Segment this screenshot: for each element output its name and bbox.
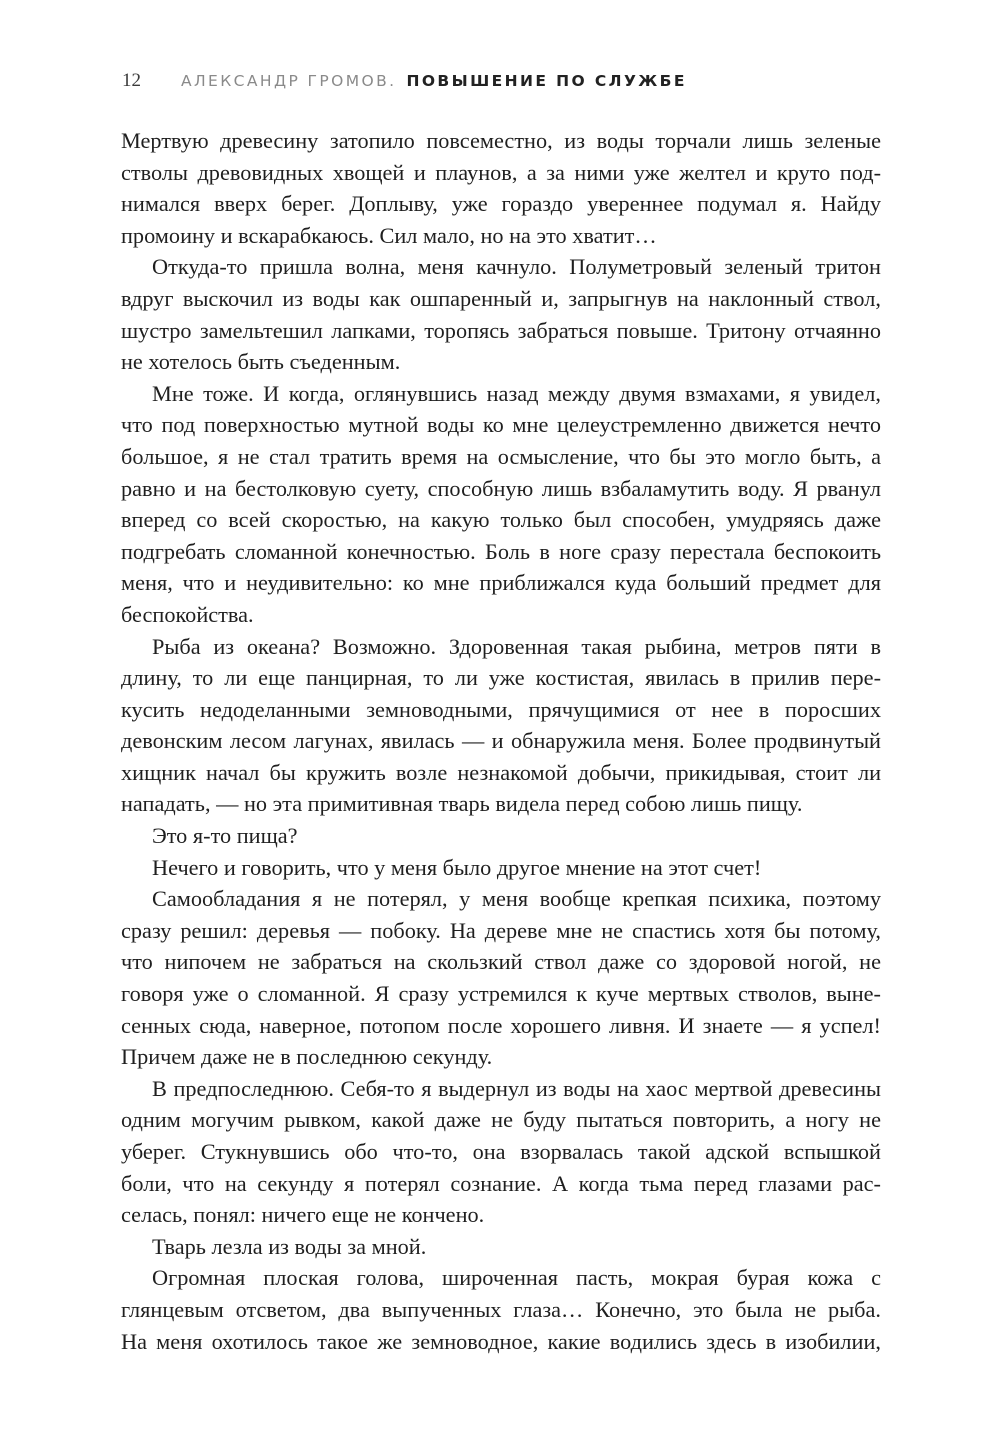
- running-header: [122, 70, 882, 100]
- text-line: не хотелось быть съеденным.: [121, 349, 401, 375]
- text-line: боли, что на секунду я потерял сознание. А когда тьма перед глазами рас-: [121, 1170, 881, 1196]
- text-line: промоину и вскарабкаюсь. Сил мало, но на это хватит…: [121, 222, 657, 248]
- text-line: Рыба из океана? Возможно. Здоровенная такая рыбина, метров пяти в: [152, 633, 881, 659]
- text-line: девонским лесом лагунах, явилась — и обнаружила меня. Более продвинутый: [121, 728, 881, 754]
- text-line: Мне тоже. И когда, оглянувшись назад между двумя взмахами, я увидел,: [152, 380, 881, 406]
- text-line: меня, что и неудивительно: ко мне приближался куда больший предмет для: [121, 570, 881, 596]
- text-line: нападать, — но эта примитивная тварь видела перед собою лишь пищу.: [121, 791, 803, 817]
- text-line: глянцевым отсветом, два выпученных глаза… Конечно, это была не рыба.: [121, 1296, 881, 1322]
- text-line: Нечего и говорить, что у меня было другое мнение на этот счет!: [152, 854, 762, 880]
- text-line: Мертвую древесину затопило повсеместно, из воды торчали лишь зеленые: [121, 128, 881, 153]
- text-line: Это я-то пища?: [152, 823, 298, 849]
- author-name: АЛЕКСАНДР ГРОМОВ.: [181, 72, 397, 90]
- text-line: говоря уже о сломанной. Я сразу устремился к куче мертвых стволов, выне-: [121, 981, 881, 1007]
- text-line: что нипочем не забраться на скользкий ствол даже со здоровой ногой, не: [121, 949, 881, 975]
- text-line: Причем даже не в последнюю секунду.: [121, 1044, 493, 1070]
- text-line: уберег. Стукнувшись обо что-то, она взорвалась такой адской вспышкой: [121, 1139, 881, 1164]
- text-line: вдруг выскочил из воды как ошпаренный и, запрыгнув на наклонный ствол,: [121, 285, 881, 311]
- text-line: одним могучим рывком, какой даже не буду пытаться повторить, а ногу не: [121, 1107, 881, 1133]
- text-line: вперед со всей скоростью, на какую только был способен, умудряясь даже: [121, 507, 881, 533]
- text-line: Огромная плоская голова, широченная пасть, мокрая бурая кожа с: [152, 1265, 881, 1291]
- text-line: Самообладания я не потерял, у меня вообще крепкая психика, поэтому: [152, 886, 881, 912]
- text-line: равно и на бестолковую суету, способную лишь взбаламутить воду. Я рванул: [121, 475, 881, 501]
- text-line: сразу решил: деревья — побоку. На дереве мне не спастись хотя бы потому,: [121, 917, 881, 943]
- text-line: селась, понял: ничего еще не кончено.: [121, 1202, 485, 1228]
- text-line: большое, я не стал тратить время на осмысление, что бы это могло быть, а: [121, 443, 881, 469]
- text-line: сенных сюда, наверное, потопом после хорошего ливня. И знаете — я успел!: [121, 1012, 881, 1038]
- body-text: [121, 125, 881, 1357]
- text-line: кусить недоделанными земноводными, прячущимися от нее в поросших: [121, 696, 881, 722]
- text-line: шустро замельтешил лапками, торопясь забраться повыше. Тритону отчаянно: [121, 317, 881, 343]
- text-line: стволы древовидных хвощей и плаунов, а за ними уже желтел и круто под-: [121, 159, 881, 185]
- text-line: На меня охотилось такое же земноводное, какие водились здесь в изобилии,: [121, 1328, 881, 1354]
- text-line: хищник начал бы кружить возле незнакомой добычи, прикидывая, стоит ли: [121, 759, 881, 785]
- page-number: 12: [122, 70, 141, 91]
- text-line: что под поверхностью мутной воды ко мне целеустремленно движется нечто: [121, 412, 881, 438]
- text-line: длину, то ли еще панцирная, то ли уже костистая, явилась в прилив пере-: [121, 665, 881, 691]
- text-line: подгребать сломанной конечностью. Боль в ноге сразу перестала беспокоить: [121, 538, 881, 564]
- text-line: нимался вверх берег. Доплыву, уже гораздо увереннее подумал я. Найду: [121, 191, 881, 217]
- text-line: В предпоследнюю. Себя-то я выдернул из воды на хаос мертвой древесины: [152, 1075, 881, 1101]
- text-line: беспокойства.: [121, 601, 254, 627]
- text-line: Тварь лезла из воды за мной.: [152, 1233, 427, 1259]
- text-line: Откуда-то пришла волна, меня качнуло. Полуметровый зеленый тритон: [152, 254, 881, 280]
- book-title: ПОВЫШЕНИЕ ПО СЛУЖБЕ: [406, 72, 687, 90]
